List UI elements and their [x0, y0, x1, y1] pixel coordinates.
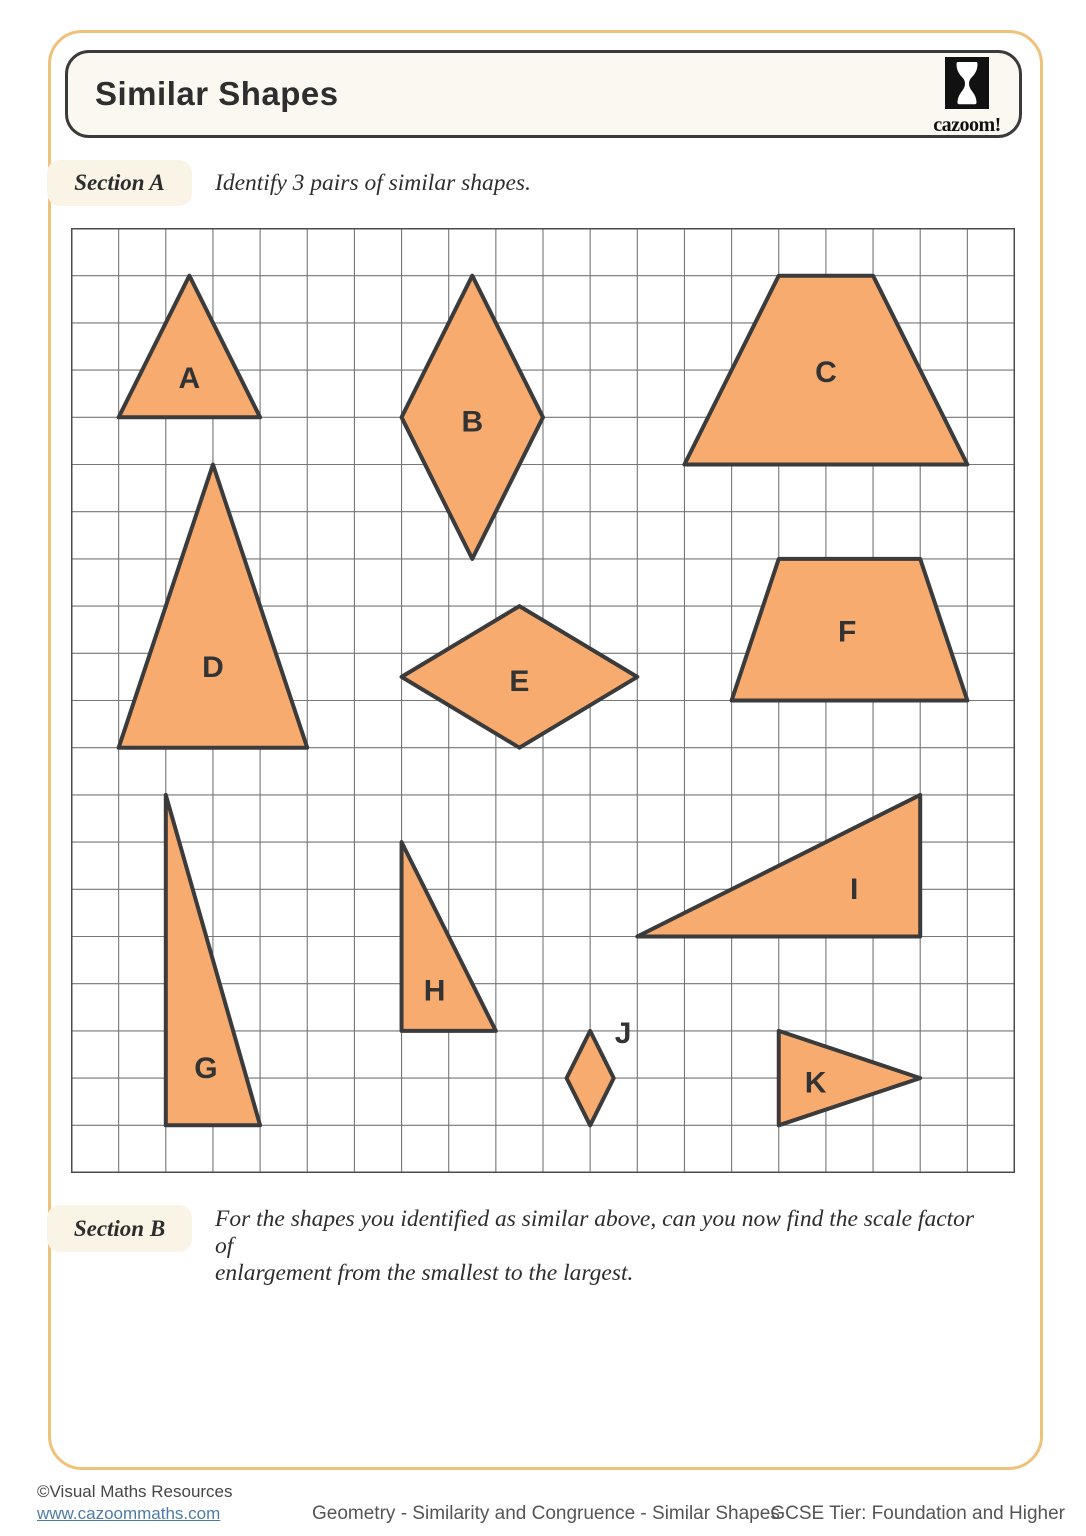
shape-label-G: G — [194, 1052, 218, 1086]
section-b-line2: enlargement from the smallest to the largest. — [215, 1260, 634, 1286]
section-b-label — [47, 1205, 192, 1252]
shape-label-D: D — [202, 650, 224, 684]
shape-label-K: K — [804, 1066, 827, 1100]
section-b-prompt — [215, 1206, 985, 1287]
shape-label-H: H — [423, 974, 446, 1008]
shapes-grid — [71, 228, 1015, 1178]
shape-label-A: A — [178, 362, 201, 396]
shape-label-C: C — [815, 355, 837, 389]
shape-label-E: E — [509, 665, 530, 699]
footer-copyright: ©Visual Maths Resources — [37, 1482, 233, 1501]
shape-J — [567, 1031, 614, 1125]
footer-tier: GCSE Tier: Foundation and Higher — [770, 1503, 1065, 1524]
grid-svg — [71, 228, 1015, 1173]
shape-K — [779, 1031, 920, 1125]
page-title: Similar Shapes — [95, 75, 339, 112]
cazoom-logo-wordmark: cazoom! — [933, 114, 1001, 136]
shape-label-F: F — [837, 615, 857, 649]
section-b-label-text: Section B — [73, 1215, 166, 1241]
shape-label-I: I — [850, 872, 859, 906]
section-a-label — [47, 160, 192, 206]
shape-A — [119, 276, 260, 418]
section-a-label-text: Section A — [74, 170, 165, 195]
shape-label-J: J — [614, 1016, 632, 1050]
section-a-prompt: Identify 3 pairs of similar shapes. — [215, 169, 531, 196]
section-b-line1: For the shapes you identified as similar above, can you now find the scale factor of — [215, 1206, 975, 1259]
worksheet-header — [65, 50, 1022, 138]
footer-topic: Geometry - Similarity and Congruence - Similar Shapes — [312, 1503, 780, 1524]
cazoom-logo — [925, 57, 1009, 136]
shape-label-B: B — [461, 405, 484, 439]
cazoom-logo-icon — [945, 57, 989, 109]
footer-website-link[interactable]: www.cazoommaths.com — [37, 1504, 221, 1523]
